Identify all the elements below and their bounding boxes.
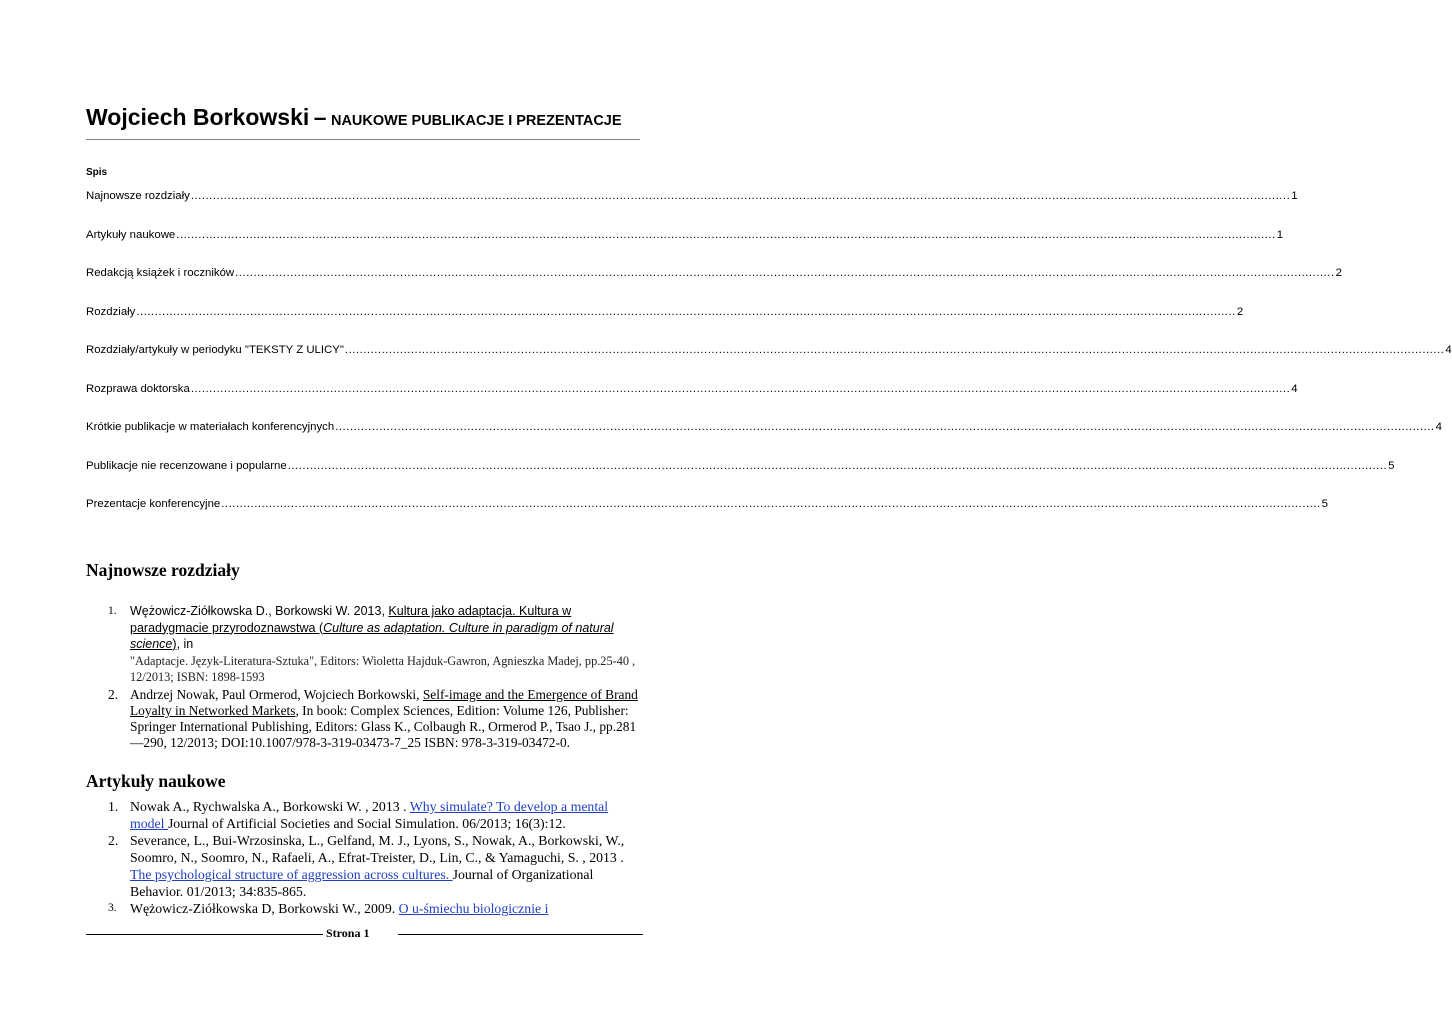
toc-entry[interactable] [86, 335, 1452, 374]
toc-leader-dots: ............................................................................................................................................................................................................................................................................................................ [136, 305, 1236, 318]
title-subtitle: NAUKOWE PUBLIKACJE I PREZENTACJE [330, 113, 622, 129]
list-item-number: 2. [108, 686, 119, 702]
page-number: Strona 1 [326, 926, 370, 940]
footer-rule-left [86, 934, 323, 935]
reference-title-link[interactable]: The psychological structure of aggression across cultures. [130, 867, 453, 882]
document-title [86, 104, 646, 131]
reference-authors: Wężowicz-Ziółkowska D, Borkowski W., 2009. [130, 901, 399, 916]
scientific-articles-list [86, 798, 640, 917]
toc-leader-dots: ............................................................................................................................................................................................................................................................................................................ [190, 190, 1291, 202]
reference-details: Journal of Artificial Societies and Social Simulation. 06/2013; 16(3):12. [167, 816, 566, 831]
toc-entry-page: 4 [1435, 421, 1442, 433]
list-item [86, 798, 640, 832]
toc-entry[interactable] [86, 412, 1442, 451]
list-item [86, 832, 640, 900]
reference-title: Kultura jako adaptacja. Kultura w paradygmacie przyrodoznawstwa ( [130, 604, 572, 635]
list-item-number: 3. [108, 902, 117, 914]
reference-authors: Wężowicz-Ziółkowska D., Borkowski W. 2013, [130, 604, 389, 618]
reference-title-english: Culture as adaptation. Culture in paradigm of natural science [130, 620, 614, 651]
toc-heading: Spis [86, 167, 108, 178]
latest-chapters-list [86, 603, 640, 751]
list-item-number: 2. [108, 833, 119, 848]
reference-in: , in [176, 637, 194, 651]
toc-entry-page: 5 [1388, 459, 1395, 472]
reference-title-link[interactable]: Self-image and the Emergence of Brand Loyalty in Networked Markets [130, 686, 638, 718]
toc-leader-dots: ............................................................................................................................................................................................................................................................................................................ [235, 267, 1335, 279]
toc-leader-dots: ............................................................................................................................................................................................................................................................................................................ [221, 498, 1321, 510]
list-item [86, 687, 640, 752]
toc-entry[interactable] [86, 258, 1342, 297]
toc-leader-dots: ............................................................................................................................................................................................................................................................................................................ [287, 459, 1388, 472]
reference-title-close: ) [172, 637, 177, 651]
toc-leader-dots: ............................................................................................................................................................................................................................................................................................................ [335, 421, 1435, 433]
footer-rule-right [398, 934, 643, 935]
toc-entry[interactable] [86, 374, 1298, 413]
author-name: Wojciech Borkowski [86, 104, 310, 130]
table-of-contents [86, 181, 1452, 528]
toc-entry-label[interactable]: Krótkie publikacje w materiałach konferencyjnych [86, 421, 335, 433]
section-heading-latest-chapters: Najnowsze rozdziały [86, 560, 240, 580]
reference-details: "Adaptacje. Język-Literatura-Sztuka", Editors: Wioletta Hajduk-Gawron, Agnieszka Madej, pp.25-40 , 12/2013; ISBN: 1898-1593 [130, 653, 636, 684]
reference-details: Journal of Organizational Behavior. 01/2013; 34:835-865. [130, 867, 594, 899]
list-item-number: 1. [108, 799, 119, 814]
toc-leader-dots: ............................................................................................................................................................................................................................................................................................................ [176, 228, 1276, 241]
toc-entry[interactable] [86, 489, 1329, 528]
section-heading-scientific-articles: Artykuły naukowe [86, 771, 226, 791]
toc-entry-page: 1 [1276, 228, 1284, 241]
toc-entry-page: 4 [1291, 382, 1298, 395]
toc-entry-page: 2 [1236, 305, 1244, 318]
reference-authors: Andrzej Nowak, Paul Ormerod, Wojciech Borkowski, [130, 686, 423, 702]
toc-entry[interactable] [86, 181, 1298, 220]
toc-entry-page: 5 [1321, 498, 1329, 510]
toc-entry-label[interactable]: Publikacje nie recenzowane i popularne [86, 459, 287, 472]
toc-entry[interactable] [86, 297, 1244, 336]
toc-entry-label[interactable]: Rozdziały [86, 305, 136, 318]
toc-entry-label[interactable]: Rozprawa doktorska [86, 382, 190, 395]
toc-entry-page: 1 [1291, 190, 1298, 202]
toc-entry-page: 4 [1445, 344, 1452, 356]
reference-authors: Nowak A., Rychwalska A., Borkowski W. , 2013 . [130, 799, 410, 814]
toc-entry[interactable] [86, 220, 1284, 259]
toc-leader-dots: ............................................................................................................................................................................................................................................................................................................ [190, 382, 1291, 395]
toc-entry-label[interactable]: Artykuły naukowe [86, 228, 176, 241]
reference-details: , In book: Complex Sciences, Edition: Volume 126, Publisher: Springer International Publishing, Editors: Glass K., Colbaugh R., Ormerod P., Tsao J., pp.281—290, 12/2013; DOI:10.1007/978-3-319-03473-7_25 ISBN: 978-3-319-03472-0. [130, 702, 637, 751]
title-underline [86, 139, 640, 140]
list-item [86, 603, 640, 686]
toc-leader-dots: ............................................................................................................................................................................................................................................................................................................ [344, 344, 1445, 356]
list-item [86, 900, 640, 917]
title-dash: – [313, 104, 327, 130]
toc-entry[interactable] [86, 451, 1395, 490]
reference-title-link[interactable]: O u-śmiechu biologicznie i [398, 901, 549, 916]
reference-title-link[interactable]: Why simulate? To develop a mental model [130, 799, 609, 831]
toc-entry-label[interactable]: Najnowsze rozdziały [86, 190, 190, 202]
list-item-number: 1. [108, 605, 117, 617]
toc-entry-label[interactable]: Prezentacje konferencyjne [86, 498, 221, 510]
toc-entry-page: 2 [1335, 267, 1342, 279]
reference-authors: Severance, L., Bui-Wrzosinska, L., Gelfand, M. J., Lyons, S., Nowak, A., Borkowski, W., Soomro, N., Soomro, N., Rafaeli, A., Efrat-Treister, D., Lin, C., & Yamaguchi, S. , 2013 . [130, 833, 625, 865]
toc-entry-label[interactable]: Redakcją książek i roczników [86, 267, 235, 279]
toc-entry-label[interactable]: Rozdziały/artykuły w periodyku "TEKSTY Z ULICY" [86, 344, 344, 356]
